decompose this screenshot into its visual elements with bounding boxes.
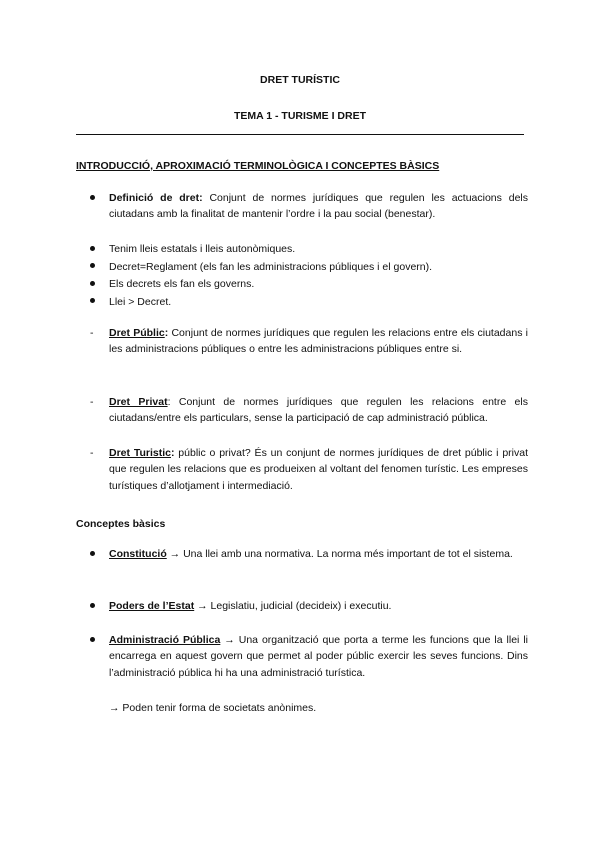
list-item: Tenim lleis estatals i lleis autonòmiques. xyxy=(76,241,528,259)
term-label: Administració Pública xyxy=(109,634,221,646)
definition-term: Definició de dret: xyxy=(109,192,203,204)
concept-item: Constitució → Una llei amb una normativa. La norma més important de tot el sistema. xyxy=(76,546,528,562)
bullet-icon xyxy=(90,632,104,648)
document-title: DRET TURÍSTIC xyxy=(260,74,340,86)
bullet-icon xyxy=(90,546,104,562)
bullet-icon xyxy=(90,294,104,310)
bullet-icon xyxy=(90,276,104,292)
concept-item: Administració Pública → Una organització que porta a terme les funcions que la llei li encarrega en aquest govern que permet al poder públic exercir les seves funcions. Dins l’administració pública hi ha una administració turística. xyxy=(76,632,528,681)
bullet-list xyxy=(76,241,528,311)
term-label: Dret Turistic xyxy=(109,447,171,459)
bullet-icon xyxy=(90,259,104,275)
term-label: Constitució xyxy=(109,548,167,560)
bullet-icon xyxy=(90,190,104,206)
definition-item xyxy=(76,190,528,223)
concept-item: Poders de l’Estat → Legislatiu, judicial (decideix) i executiu. xyxy=(76,598,528,614)
section-heading: INTRODUCCIÓ, APROXIMACIÓ TERMINOLÒGICA I CONCEPTES BÀSICS xyxy=(76,160,440,172)
list-item: Llei > Decret. xyxy=(76,294,528,312)
dret-turistic-item: - Dret Turistic: públic o privat? És un conjunt de normes jurídiques de dret públic i privat que regulen les relacions que es produeixen al voltant del fenomen turístic. Les empreses turístiques d’allotjament i intermediació. xyxy=(90,447,528,492)
bullet-icon xyxy=(90,598,104,614)
term-label: Dret Privat xyxy=(109,396,168,408)
term-label: Dret Públic xyxy=(109,327,165,339)
list-item: Els decrets els fan els governs. xyxy=(76,276,528,294)
horizontal-rule xyxy=(76,134,524,135)
dash-icon: - xyxy=(90,447,94,459)
dret-public-item: - Dret Públic: Conjunt de normes jurídiques que regulen les relacions entre els ciutadans i les administracions públiques o entre les administracions públiques entre si. xyxy=(90,327,528,356)
document-subtitle: TEMA 1 - TURISME I DRET xyxy=(233,110,367,122)
dash-icon: - xyxy=(90,327,94,339)
note-line: → Poden tenir forma de societats anònimes. xyxy=(109,702,317,714)
concepts-heading: Conceptes bàsics xyxy=(76,518,166,530)
term-label: Poders de l’Estat xyxy=(109,600,195,612)
list-item: Decret=Reglament (els fan les administracions públiques i el govern). xyxy=(76,259,528,277)
dash-icon: - xyxy=(90,396,94,408)
bullet-icon xyxy=(90,241,104,257)
definition-text: Conjunt de normes jurídiques que regulen les actuacions dels ciutadans amb la finalitat de mantenir l’ordre i la pau social (benestar). xyxy=(109,192,528,221)
dret-privat-item: - Dret Privat: Conjunt de normes jurídiques que regulen les relacions entre els ciutadans/entre els particulars, sense la participació de cap administració pública. xyxy=(90,396,528,425)
